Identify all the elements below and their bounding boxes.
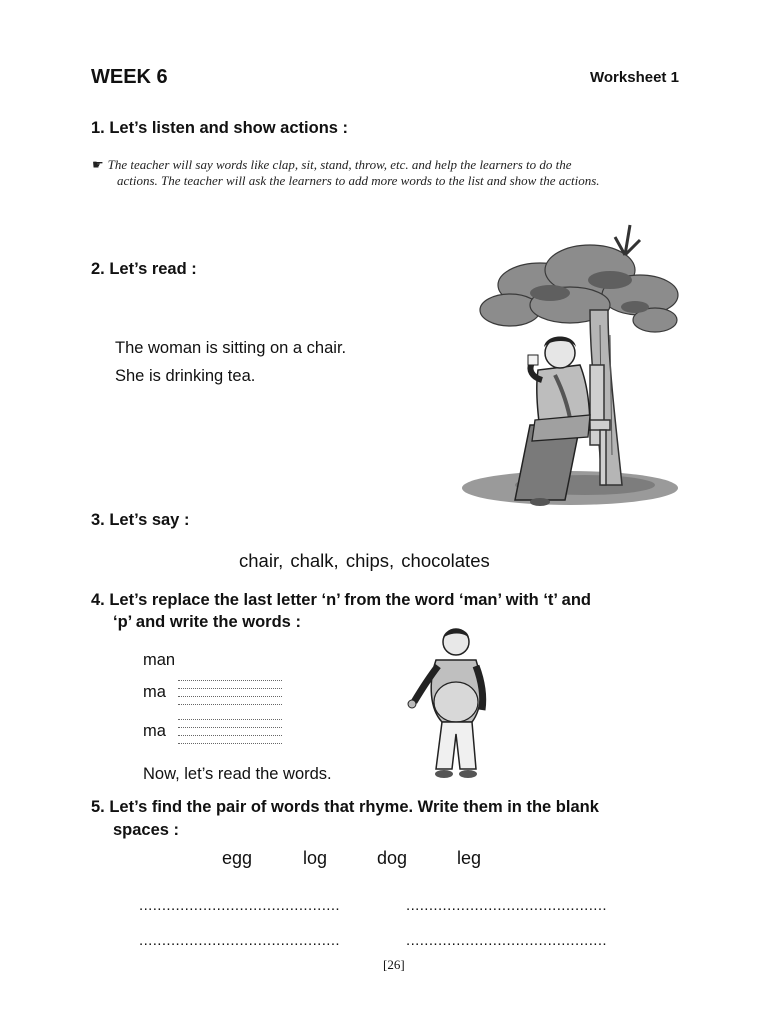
q5-title-line-2: spaces :	[113, 821, 180, 839]
note-line-2: actions. The teacher will ask the learners to add more words to the list and show the actions.	[117, 173, 600, 188]
rhyme-word-leg: leg	[457, 848, 482, 868]
writing-lines-1[interactable]	[178, 673, 282, 705]
answer-blank-4[interactable]: ............................................	[406, 932, 607, 949]
q4-footer-text: Now, let’s read the words.	[143, 765, 332, 783]
q3-title: 3. Let’s say :	[91, 511, 190, 529]
worksheet-label: Worksheet 1	[590, 69, 679, 86]
q1-teacher-note	[92, 157, 600, 189]
q3-words: chair, chalk, chips, chocolates	[239, 550, 490, 571]
q1-title: 1. Let’s listen and show actions :	[91, 119, 349, 137]
q2-sentence-2: She is drinking tea.	[115, 367, 256, 385]
week-heading: WEEK 6	[91, 66, 168, 88]
note-line-1: The teacher will say words like clap, sit, stand, throw, etc. and help the learners to do the	[107, 157, 572, 172]
pointing-hand-icon: ☛	[92, 157, 104, 172]
answer-blank-2[interactable]: ............................................	[406, 897, 607, 914]
q5-title-line-1: 5. Let’s find the pair of words that rhyme. Write them in the blank	[91, 798, 599, 816]
answer-blank-1[interactable]: ............................................	[139, 897, 340, 914]
q4-title-line-2: ‘p’ and write the words :	[113, 613, 301, 631]
answer-blank-3[interactable]: ............................................	[139, 932, 340, 949]
word-man: man	[143, 651, 176, 669]
prefix-ma-2: ma	[143, 722, 166, 740]
q4-title-line-1: 4. Let’s replace the last letter ‘n’ from the word ‘man’ with ‘t’ and	[91, 591, 592, 609]
woman-under-tree-illustration	[440, 215, 680, 515]
rhyme-word-egg: egg	[222, 848, 253, 868]
q2-title: 2. Let’s read :	[91, 260, 197, 278]
page-number: [26]	[383, 957, 405, 972]
prefix-ma-1: ma	[143, 683, 166, 701]
rhyme-word-log: log	[303, 848, 328, 868]
writing-lines-2[interactable]	[178, 712, 282, 744]
rhyme-word-dog: dog	[377, 848, 408, 868]
q2-sentence-1: The woman is sitting on a chair.	[115, 339, 347, 357]
man-illustration	[400, 624, 500, 782]
